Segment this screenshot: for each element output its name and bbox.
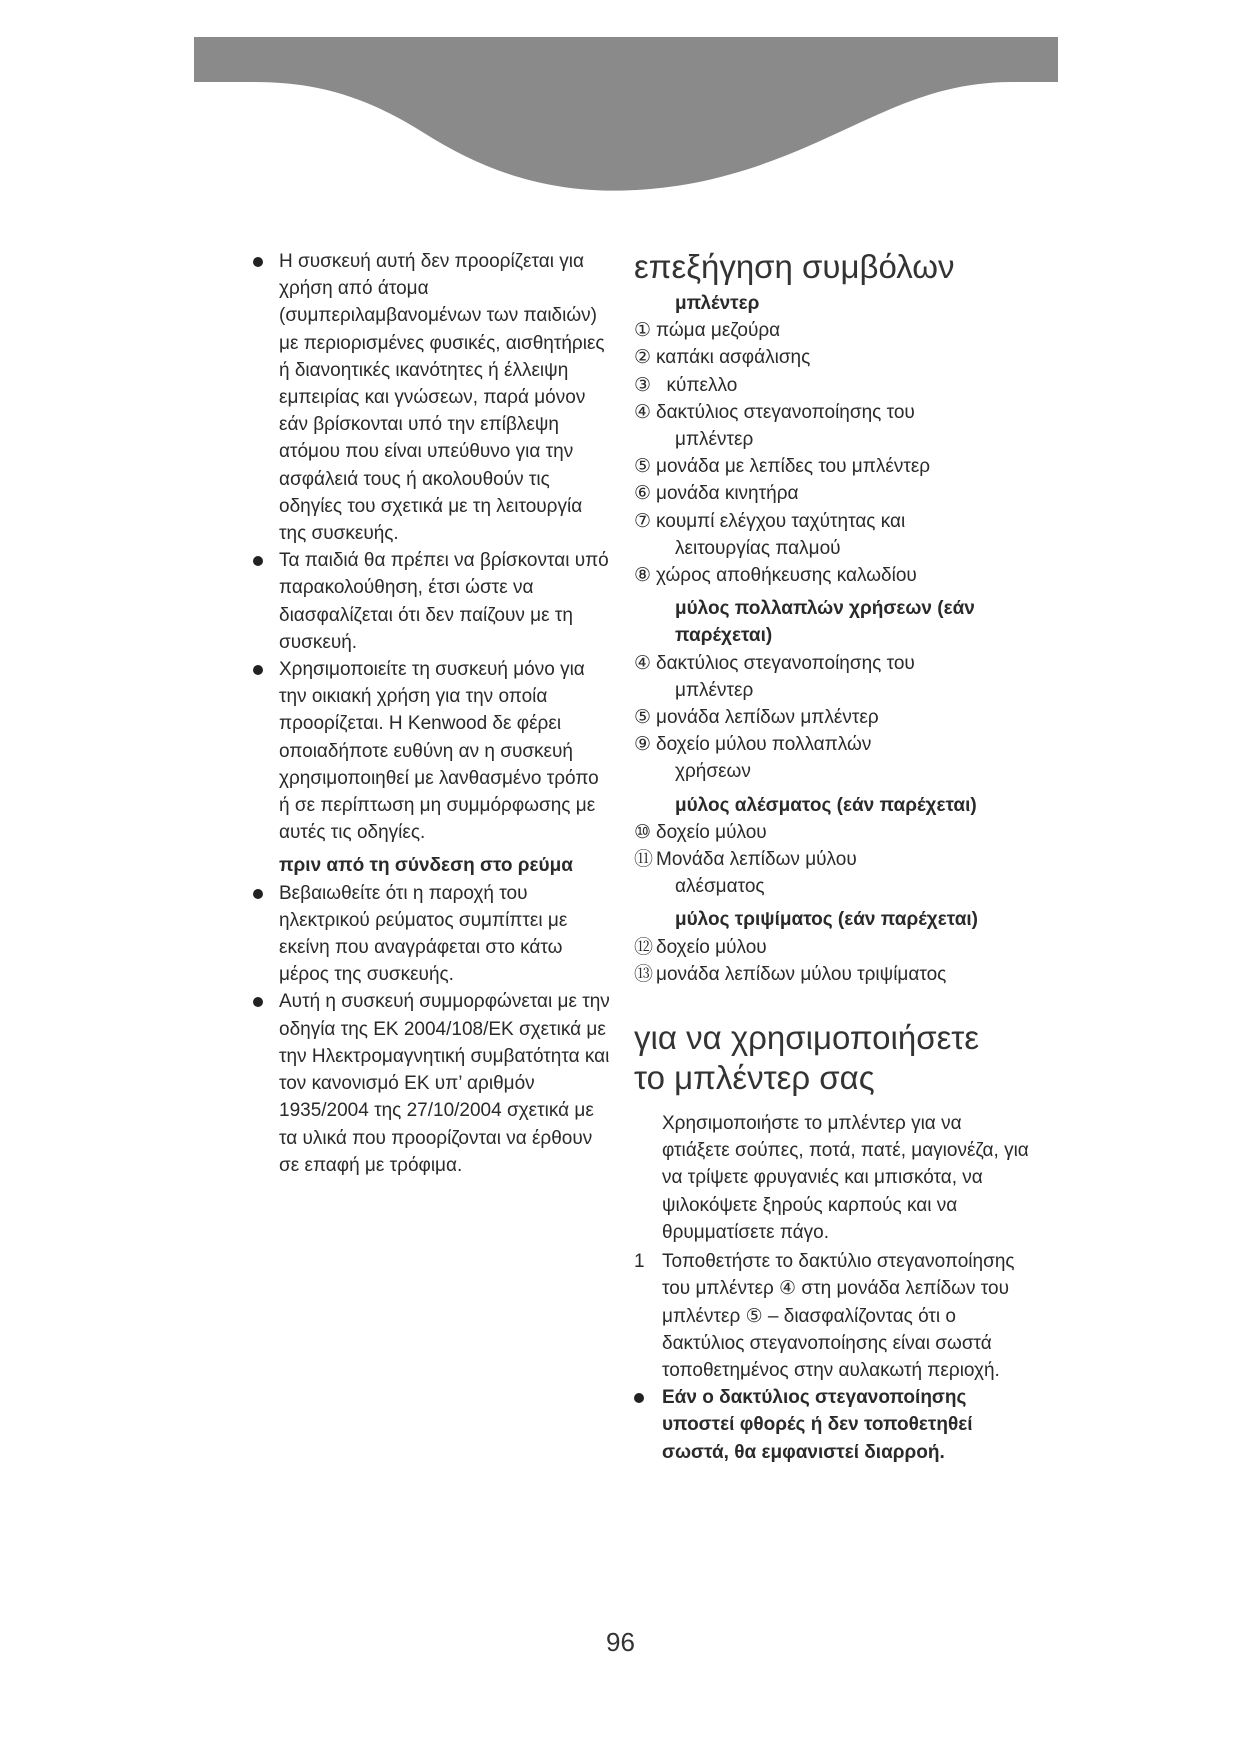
bullet-dot-icon (253, 665, 263, 675)
bullet-dot-icon (253, 997, 263, 1007)
symbol-number: ⑩ (634, 821, 652, 843)
symbol-item (634, 399, 1034, 453)
symbol-label: μονάδα με λεπίδες του μπλέντερ (656, 456, 931, 478)
symbol-item (634, 704, 1034, 731)
bullet-dot-icon (634, 1393, 644, 1403)
symbol-number: ③ (634, 374, 652, 396)
bullet-text: Χρησιμοποιείτε τη συσκευή μόνο για την οικιακή χρήση για την οποία προορίζεται. Η Kenwood δε φέρει οποιαδήποτε ευθύνη αν η συσκευή χρησιμοποιηθεί με λανθασμένο τρόπο ή σε περίπτωση μη συμμόρφωσης με αυτές τις οδηγίες. (279, 659, 599, 844)
before-plugging-in-heading: πριν από τη σύνδεση στο ρεύμα (279, 855, 573, 877)
usage-heading-line-2: το μπλέντερ σας (634, 1059, 875, 1097)
symbol-number: ⑦ (634, 510, 652, 532)
symbol-number: ⑤ (634, 456, 652, 478)
bullet-dot-icon (253, 556, 263, 566)
symbol-label-continued: λειτουργίας παλμού (675, 537, 841, 559)
usage-heading (634, 1018, 1034, 1098)
usage-heading-line-1: για να χρησιμοποιήσετε (634, 1019, 980, 1057)
symbol-label: δοχείο μύλου (656, 821, 767, 843)
symbol-label: δοχείο μύλου πολλαπλών (656, 734, 872, 756)
symbol-label: κύπελλο (656, 374, 738, 396)
usage-step-1 (634, 1248, 1034, 1384)
symbol-item (634, 344, 1034, 371)
symbol-group-title: μύλος πολλαπλών χρήσεων (εάν παρέχεται) (675, 598, 975, 647)
leak-warning (634, 1384, 1034, 1466)
symbol-item (634, 819, 1034, 846)
bullet-text: Τα παιδιά θα πρέπει να βρίσκονται υπό παρακολούθηση, έτσι ώστε να διασφαλίζεται ότι δεν παίζουν με τη συσκευή. (279, 550, 609, 653)
symbol-item (634, 480, 1034, 507)
symbol-label: πώμα μεζούρα (656, 320, 781, 342)
power-bullets (253, 880, 613, 1179)
symbol-label: δοχείο μύλου (656, 936, 767, 958)
symbol-item (634, 650, 1034, 704)
symbol-label: Μονάδα λεπίδων μύλου (656, 849, 857, 871)
symbol-label: χώρος αποθήκευσης καλωδίου (656, 565, 917, 587)
bullet-text: Βεβαιωθείτε ότι η παροχή του ηλεκτρικού ρεύματος συμπίπτει με εκείνη που αναγράφεται στο κάτω μέρος της συσκευής. (279, 882, 568, 986)
symbol-label-continued: αλέσματος (675, 876, 765, 898)
bullet-item (253, 547, 613, 656)
symbol-number: ⑤ (634, 707, 652, 729)
step-number: 1 (634, 1251, 645, 1273)
usage-intro: Χρησιμοποιήστε το μπλέντερ για να φτιάξετε σούπες, ποτά, πατέ, μαγιονέζα, για να τρίψετε φρυγανιές και μπισκότα, να ψιλοκόψετε ξηρούς καρπούς και να θρυμματίσετε πάγο. (662, 1113, 1029, 1243)
symbol-label: δακτύλιος στεγανοποίησης του (656, 401, 915, 423)
bullet-item (253, 988, 613, 1178)
safety-bullets (253, 248, 613, 846)
bullet-dot-icon (253, 889, 263, 899)
symbol-group-title: μύλος τριψίματος (εάν παρέχεται) (675, 909, 978, 931)
symbol-number: ⑥ (634, 483, 652, 505)
symbol-item (634, 317, 1034, 344)
symbol-number: ⑧ (634, 565, 652, 587)
bullet-item (253, 248, 613, 547)
warning-text: Εάν ο δακτύλιος στεγανοποίησης υποστεί φθορές ή δεν τοποθετηθεί σωστά, θα εμφανιστεί διαρροή. (662, 1387, 973, 1463)
symbol-item (634, 934, 1034, 961)
symbol-item (634, 562, 1034, 589)
symbol-number: ① (634, 320, 652, 342)
symbol-number: ⑨ (634, 734, 652, 756)
header-wave-band (194, 37, 1058, 192)
symbol-label-continued: μπλέντερ (675, 429, 754, 451)
symbol-number: ⑫ (634, 936, 654, 958)
symbol-number: ② (634, 347, 652, 369)
symbol-group-title: μπλέντερ (675, 293, 760, 314)
symbol-label: μονάδα λεπίδων μπλέντερ (656, 707, 879, 729)
symbol-label: κουμπί ελέγχου ταχύτητας και (656, 510, 906, 532)
symbol-item (634, 731, 1034, 785)
symbol-number: ④ (634, 401, 652, 423)
symbol-item (634, 508, 1034, 562)
bullet-item (253, 656, 613, 846)
bullet-text: Αυτή η συσκευή συμμορφώνεται με την οδηγία της ΕΚ 2004/108/ΕΚ σχετικά με την Ηλεκτρομαγνητική συμβατότητα και τον κανονισμό ΕΚ υπ’ αριθμόν 1935/2004 της 27/10/2004 σχετικά με τα υλικά που προορίζονται να έρθουν σε επαφή με τρόφιμα. (279, 991, 610, 1176)
symbol-number: ⑬ (634, 963, 654, 985)
bullet-dot-icon (253, 257, 263, 267)
symbol-label-continued: χρήσεων (675, 761, 751, 783)
symbol-label-continued: μπλέντερ (675, 679, 754, 701)
symbol-number: ④ (634, 652, 652, 674)
symbol-item (634, 372, 1034, 399)
symbol-item (634, 961, 1034, 988)
symbol-label: καπάκι ασφάλισης (656, 347, 811, 369)
symbol-number: ⑪ (634, 849, 654, 871)
symbols-legend (634, 290, 1034, 988)
step-text: Τοποθετήστε το δακτύλιο στεγανοποίησης του μπλέντερ ④ στη μονάδα λεπίδων του μπλέντερ ⑤ – διασφαλίζοντας ότι ο δακτύλιος στεγανοποίησης είναι σωστά τοποθετημένος στην αυλακωτή περιοχή. (662, 1251, 1015, 1381)
symbol-label: μονάδα λεπίδων μύλου τριψίματος (656, 963, 947, 985)
symbol-group-title: μύλος αλέσματος (εάν παρέχεται) (675, 794, 977, 816)
symbol-label: μονάδα κινητήρα (656, 483, 799, 505)
symbol-item (634, 846, 1034, 900)
left-column (253, 248, 613, 1179)
bullet-item (253, 880, 613, 989)
page-number: 96 (606, 1627, 635, 1657)
bullet-text: Η συσκευή αυτή δεν προορίζεται για χρήση από άτομα (συμπεριλαμβανομένων των παιδιών) με περιορισμένες φυσικές, αισθητήριες ή διανοητικές ικανότητες ή έλλειψη εμπειρίας και γνώσεων, παρά μόνον εάν βρίσκονται υπό την επίβλεψη ατόμου που είναι υπεύθυνο για την ασφάλειά τους ή ακολουθούν τις οδηγίες του σχετικά με τη λειτουργία της συσκευής. (279, 251, 605, 545)
symbols-heading: επεξήγηση συμβόλων (634, 248, 955, 285)
right-column (634, 248, 1034, 1466)
symbol-label: δακτύλιος στεγανοποίησης του (656, 652, 915, 674)
symbol-item (634, 453, 1034, 480)
